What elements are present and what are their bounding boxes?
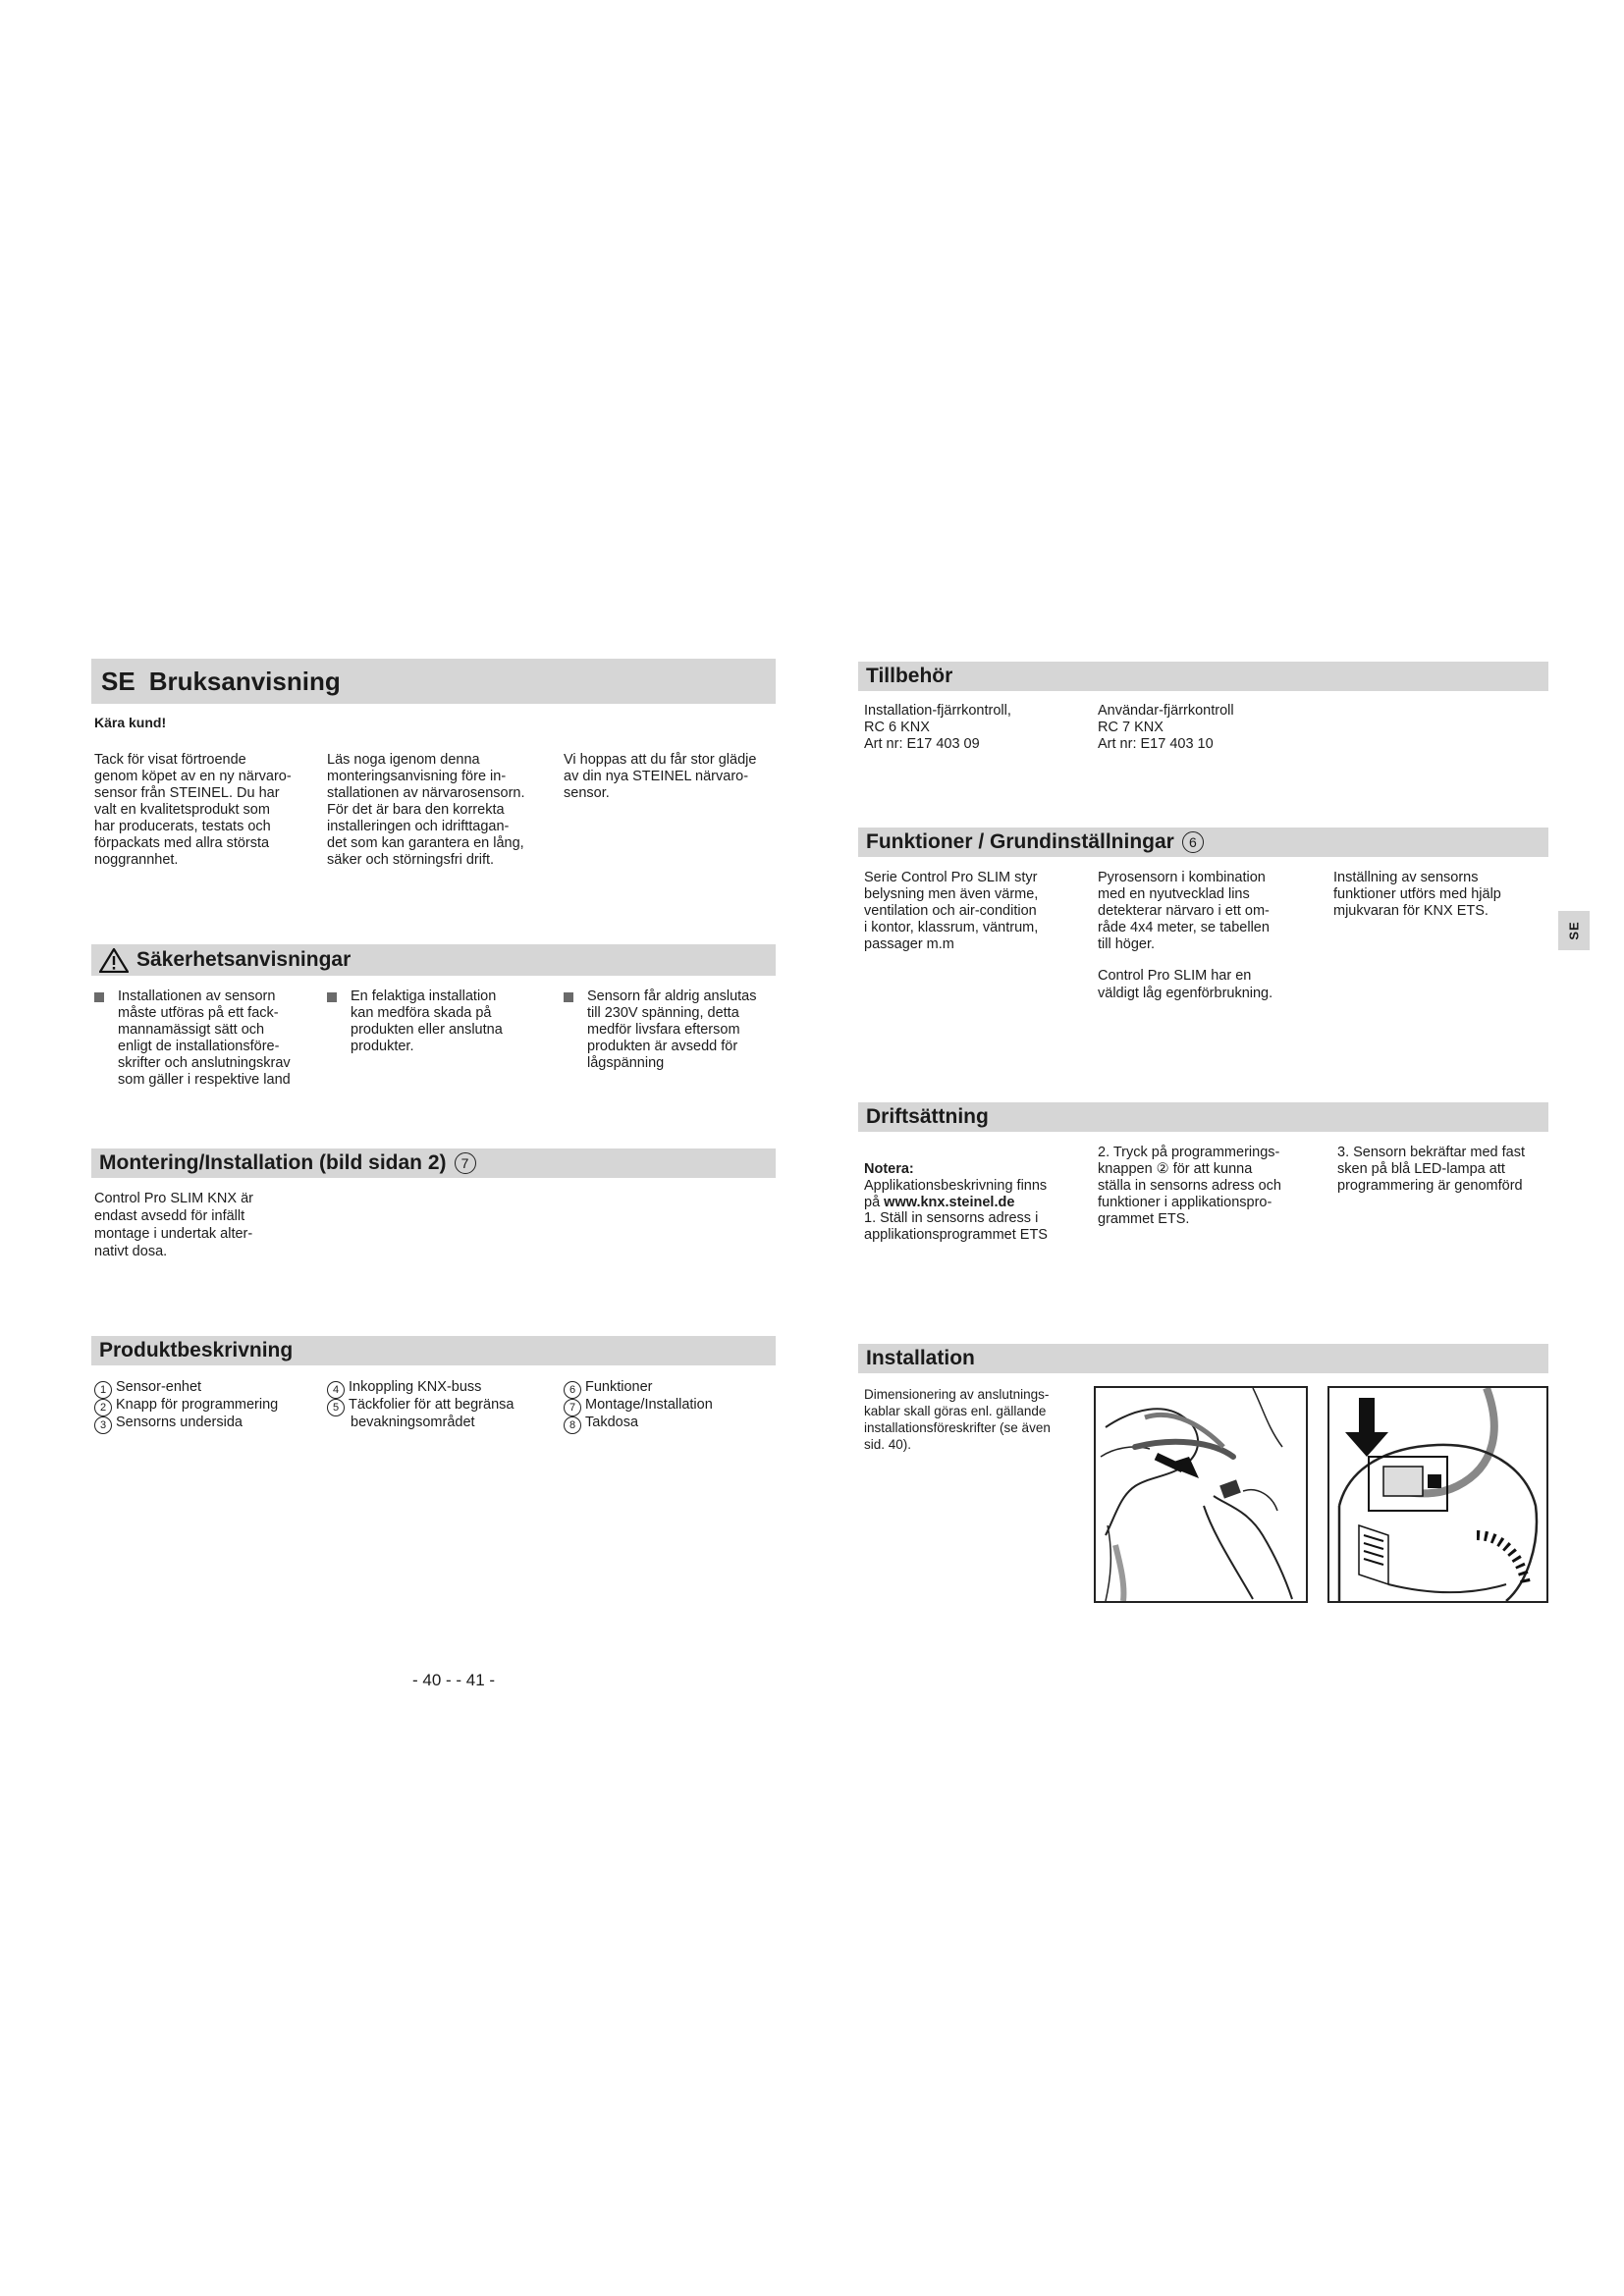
number-badge: 4: [327, 1381, 345, 1399]
legend-item: 4 Inkoppling KNX-buss: [327, 1379, 514, 1397]
product-header: [91, 1336, 776, 1365]
number-badge: 8: [564, 1416, 581, 1434]
accessories-header: [858, 662, 1548, 691]
legend-item: 7 Montage/Installation: [564, 1397, 713, 1415]
language-side-tab: SE: [1558, 911, 1590, 950]
number-badge: 7: [564, 1399, 581, 1416]
product-list-col-1: [94, 1379, 278, 1432]
safety-item: Installationen av sensorn måste utföras på ett fack- mannamässigt sätt och enligt de installationsföre- skrifter och anslutningskrav som gäller i respektive land: [94, 988, 320, 1089]
language-code: SE: [101, 666, 135, 696]
mounting-title: Montering/Installation (bild sidan 2): [99, 1151, 447, 1174]
greeting: Kära kund!: [94, 715, 167, 730]
figure-ref-badge: 6: [1182, 831, 1204, 853]
commissioning-title: Driftsättning: [866, 1105, 989, 1128]
intro-col-1: Tack för visat förtroende genom köpet av en ny närvaro- sensor från STEINEL. Du har valt en kvalitetsprodukt som har producerats, testats och förpackats med allra största noggrannhet.: [94, 752, 292, 868]
functions-col-3: Inställning av sensorns funktioner utförs med hjälp mjukvaran för KNX ETS.: [1333, 870, 1501, 919]
mounting-header: [91, 1148, 776, 1178]
safety-item: En felaktiga installation kan medföra skada på produkten eller anslutna produkter.: [327, 988, 553, 1055]
title-bar: [91, 659, 776, 704]
figure-ref-badge: 7: [455, 1152, 476, 1174]
page-title: Bruksanvisning: [148, 666, 341, 696]
legend-item: bevakningsområdet: [351, 1415, 475, 1430]
square-bullet-icon: [327, 992, 337, 1002]
installation-header: [858, 1344, 1548, 1373]
legend-item: 6 Funktioner: [564, 1379, 713, 1397]
safety-title: Säkerhetsanvisningar: [136, 948, 352, 971]
square-bullet-icon: [94, 992, 104, 1002]
warning-icon: [99, 947, 129, 973]
functions-col-2b: Control Pro SLIM har en väldigt låg egenförbrukning.: [1098, 968, 1273, 1001]
square-bullet-icon: [564, 992, 573, 1002]
step-1: 1. Ställ in sensorns adress i applikationsprogrammet ETS: [864, 1210, 1048, 1243]
functions-title: Funktioner / Grundinställningar: [866, 830, 1174, 853]
accessory-rc6: Installation-fjärrkontroll, RC 6 KNX Art nr: E17 403 09: [864, 703, 1011, 752]
accessory-rc7: Användar-fjärrkontroll RC 7 KNX Art nr: E17 403 10: [1098, 703, 1234, 752]
step-3: 3. Sensorn bekräftar med fast sken på blå LED-lampa att programmering är genomförd: [1337, 1145, 1526, 1194]
intro-col-3: Vi hoppas att du får stor glädje av din nya STEINEL närvaro- sensor.: [564, 752, 757, 801]
number-badge: 2: [94, 1399, 112, 1416]
safety-item: Sensorn får aldrig anslutas till 230V spänning, detta medför livsfara eftersom produkten är avsedd för lågspänning: [564, 988, 789, 1072]
functions-header: [858, 828, 1548, 857]
note-label: Notera:: [864, 1161, 914, 1177]
legend-item: 3 Sensorns undersida: [94, 1415, 278, 1432]
installation-title: Installation: [866, 1347, 975, 1369]
step-2: 2. Tryck på programmerings- knappen ② för att kunna ställa in sensorns adress och funktioner i applikationspro- grammet ETS.: [1098, 1145, 1281, 1227]
commissioning-header: [858, 1102, 1548, 1132]
intro-col-2: Läs noga igenom denna monteringsanvisning före in- stallationen av närvarosensorn. För det är bara den korrekta installeringen och idrifttagan- det som kan garantera en lång, säker och störningsfri drift.: [327, 752, 525, 868]
page-numbers: - 40 - - 41 -: [412, 1671, 496, 1689]
number-badge: 6: [564, 1381, 581, 1399]
legend-item: 5 Täckfolier för att begränsa: [327, 1397, 514, 1415]
mounting-text: Control Pro SLIM KNX är endast avsedd för infällt montage i undertak alter- nativt dosa.: [94, 1191, 253, 1259]
functions-col-1: Serie Control Pro SLIM styr belysning men även värme, ventilation och air-condition i kontor, klassrum, väntrum, passager m.m: [864, 870, 1039, 952]
number-badge: 1: [94, 1381, 112, 1399]
legend-item: 8 Takdosa: [564, 1415, 713, 1432]
installation-figure-sensor: [1327, 1386, 1548, 1603]
legend-item: 1 Sensor-enhet: [94, 1379, 278, 1397]
number-badge: 3: [94, 1416, 112, 1434]
note-link[interactable]: www.knx.steinel.de: [884, 1195, 1015, 1210]
functions-col-2: Pyrosensorn i kombination med en nyutvecklad lins detekterar närvaro i ett om- råde 4x4 meter, se tabellen till höger.: [1098, 870, 1270, 952]
accessories-title: Tillbehör: [866, 665, 953, 687]
product-title: Produktbeskrivning: [99, 1339, 294, 1362]
legend-item: 2 Knapp för programmering: [94, 1397, 278, 1415]
installation-figure-wiring: [1094, 1386, 1308, 1603]
note-text: Applikationsbeskrivning finns på www.knx.steinel.de: [864, 1178, 1048, 1210]
product-list-col-2: [327, 1379, 514, 1432]
product-list-col-3: [564, 1379, 713, 1432]
installation-text: Dimensionering av anslutnings- kablar skall göras enl. gällande installationsföreskrifter (se även sid. 40).: [864, 1387, 1051, 1452]
safety-header: [91, 944, 776, 976]
number-badge: 5: [327, 1399, 345, 1416]
